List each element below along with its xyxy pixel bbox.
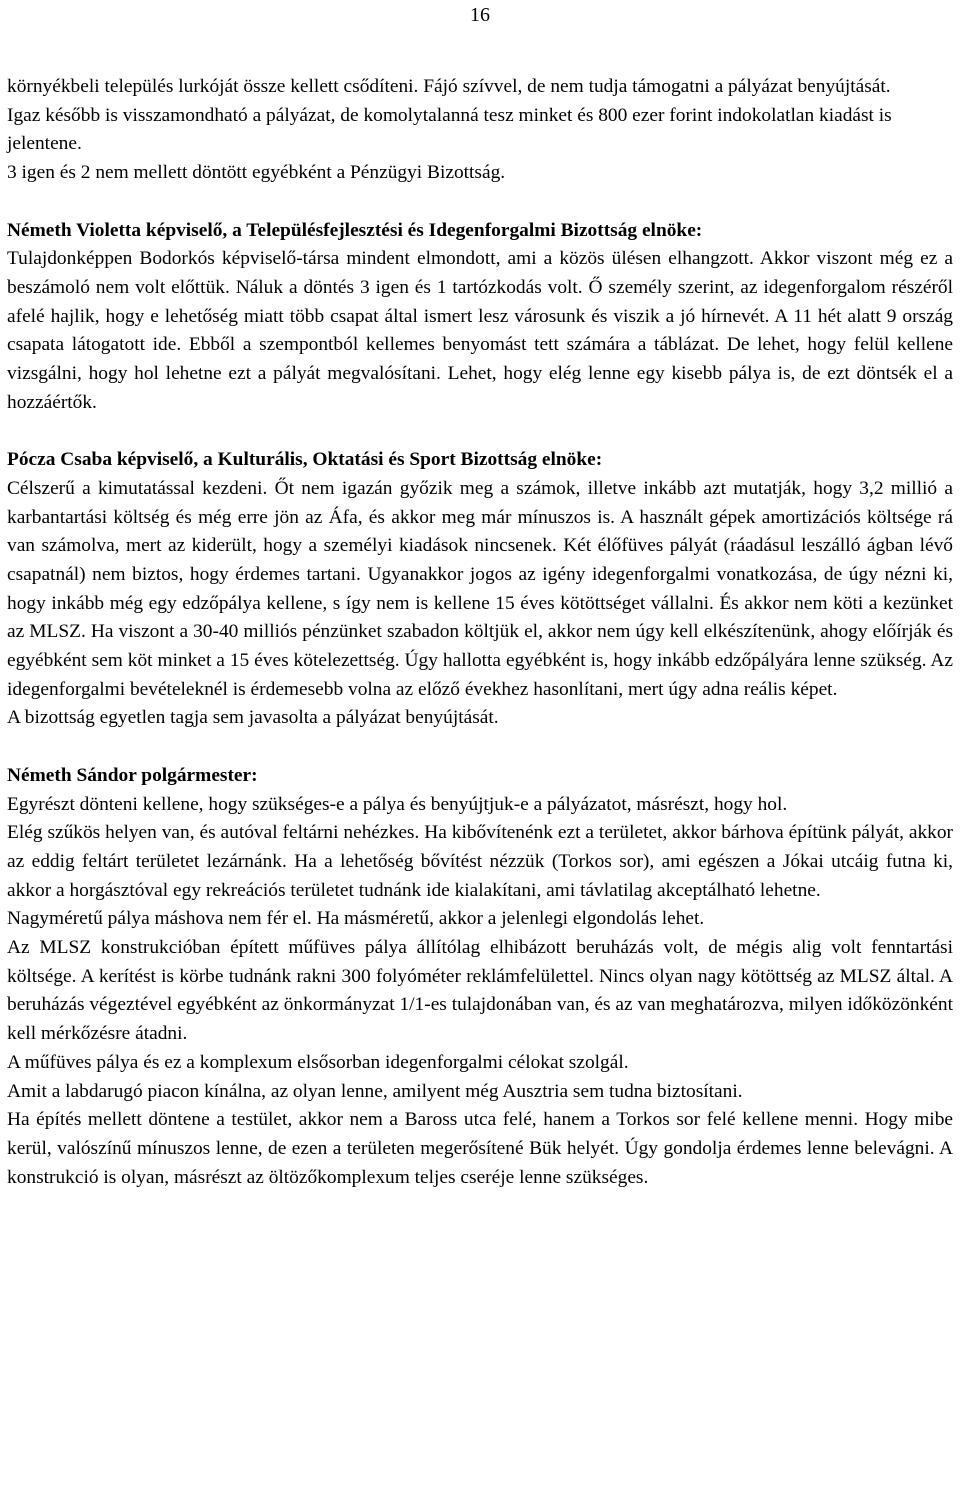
paragraph-text: Elég szűkös helyen van, és autóval feltárni nehézkes. Ha kibővítenénk ezt a területet, akkor bárhova építünk pályát, akkor az eddig feltárt területet lezárnánk. Ha a lehetőség bővítést nézzük (Torkos sor), ami egészen a Jókai utcáig futna ki, akkor a horgásztóval egy rekreációs területet tudnánk ide kialakítani, ami távlatilag akceptálható lehetne. bbox=[7, 822, 953, 901]
speaker-heading: Németh Sándor polgármester: bbox=[7, 764, 258, 786]
speech-paragraph bbox=[7, 704, 953, 733]
paragraph-text: Egyrészt dönteni kellene, hogy szükséges-e a pálya és benyújtjuk-e a pályázatot, másrészt, hogy hol. bbox=[7, 793, 788, 815]
paragraph-text: Az MLSZ konstrukcióban épített műfüves pálya állítólag elhibázott beruházás volt, de mégis alig volt fenntartási költsége. A kerítést is körbe tudnánk rakni 300 folyóméter reklámfelülettel. Nincs olyan nagy kötöttség az MLSZ által. A beruházás végeztével egyébként az önkormányzat 1/1-es tulajdonában van, és az van meghatározva, milyen időközönként kell mérkőzésre átadni. bbox=[7, 937, 953, 1045]
paragraph-text: Célszerű a kimutatással kezdeni. Őt nem igazán győzik meg a számok, illetve inkább azt mutatják, hogy 3,2 millió a karbantartási költség és még erre jön az Áfa, és akkor meg már mínuszos is. A használt gépek amortizációs költsége rá van számolva, mert az kiderült, hogy a személyi kiadások nincsenek. Két élőfüves pályát (ráadásul leszálló ágban lévő csapatnál) nem biztos, hogy érdemes tartani. Ugyanakkor jogos az igény idegenforgalmi vonatkozása, de úgy nézni ki, hogy inkább még egy edzőpálya kellene, s így nem is kellene 15 éves kötöttséget vállalni. És akkor nem köti a kezünket az MLSZ. Ha viszont a 30-40 milliós pénzünket szabadon költjük el, akkor nem úgy kell elkészítenünk, ahogy előírják és egyébként sem köt minket a 15 éves kötelezettség. Úgy hallotta egyébként is, hogy inkább edzőpályára lenne szükség. Az idegenforgalmi bevételeknél is érdemesebb volna az előző évekhez hasonlítani, mert úgy adna reális képet. bbox=[7, 477, 953, 700]
speech-paragraph bbox=[7, 245, 953, 417]
intro-block bbox=[7, 73, 953, 188]
speech-nemeth-violetta bbox=[7, 217, 953, 418]
paragraph-text: Nagyméretű pálya máshova nem fér el. Ha másméretű, akkor a jelenlegi elgondolás lehet. bbox=[7, 908, 705, 930]
speech-paragraph bbox=[7, 1078, 953, 1107]
intro-paragraph bbox=[7, 73, 953, 102]
speech-nemeth-sandor bbox=[7, 762, 953, 1193]
paragraph-text: Amit a labdarugó piacon kínálna, az olyan lenne, amilyent még Ausztria sem tudna biztosítani. bbox=[7, 1080, 743, 1102]
intro-paragraph bbox=[7, 102, 953, 159]
paragraph-text: A bizottság egyetlen tagja sem javasolta a pályázat benyújtását. bbox=[7, 707, 499, 729]
page-number: 16 bbox=[470, 4, 490, 26]
speech-paragraph bbox=[7, 934, 953, 1049]
paragraph-text: Igaz később is visszamondható a pályázat, de komolytalanná tesz minket és 800 ezer forint indokolatlan kiadást is jelentene. bbox=[7, 104, 892, 155]
spacer bbox=[7, 188, 953, 217]
spacer bbox=[7, 417, 953, 446]
speech-paragraph bbox=[7, 1106, 953, 1192]
speech-paragraph bbox=[7, 791, 953, 820]
intro-paragraph bbox=[7, 159, 953, 188]
paragraph-text: A műfüves pálya és ez a komplexum elsősorban idegenforgalmi célokat szolgál. bbox=[7, 1051, 629, 1073]
speech-paragraph bbox=[7, 819, 953, 905]
speech-pocza-csaba bbox=[7, 446, 953, 733]
document-body bbox=[7, 73, 953, 1192]
paragraph-text: Ha építés mellett döntene a testület, akkor nem a Baross utca felé, hanem a Torkos sor felé kellene menni. Hogy mibe kerül, valószínű mínuszos lenne, de ezen a területen megerősítené Bük helyét. Úgy gondolja érdemes lenne belevágni. A konstrukció is olyan, másrészt az öltözőkomplexum teljes cseréje lenne szükséges. bbox=[7, 1109, 953, 1188]
speaker-heading: Németh Violetta képviselő, a Településfejlesztési és Idegenforgalmi Bizottság elnöke: bbox=[7, 219, 703, 241]
speech-paragraph bbox=[7, 1049, 953, 1078]
spacer bbox=[7, 733, 953, 762]
paragraph-text: 3 igen és 2 nem mellett döntött egyébként a Pénzügyi Bizottság. bbox=[7, 162, 506, 184]
paragraph-text: környékbeli település lurkóját össze kellett csődíteni. Fájó szívvel, de nem tudja támogatni a pályázat benyújtását. bbox=[7, 76, 891, 97]
speech-paragraph bbox=[7, 905, 953, 934]
speech-paragraph bbox=[7, 475, 953, 705]
paragraph-text: Tulajdonképpen Bodorkós képviselő-társa mindent elmondott, ami a közös ülésen elhangzott. Akkor viszont még ez a beszámoló nem volt előttük. Náluk a döntés 3 igen és 1 tartózkodás volt. Ő személy szerint, az idegenforgalom részéről afelé hajlik, hogy e lehetőség miatt több csapat által ismert lesz városunk és viszik a jó hírnevét. A 11 hét alatt 9 ország csapata látogatott ide. Ebből a szempontból kellemes benyomást tett számára a táblázat. De lehet, hogy felül kellene vizsgálni, hogy hol lehetne ezt a pályát megvalósítani. Lehet, hogy elég lenne egy kisebb pálya is, de ezt döntsék el a hozzáértők. bbox=[7, 248, 953, 413]
speaker-heading: Pócza Csaba képviselő, a Kulturális, Oktatási és Sport Bizottság elnöke: bbox=[7, 449, 603, 471]
